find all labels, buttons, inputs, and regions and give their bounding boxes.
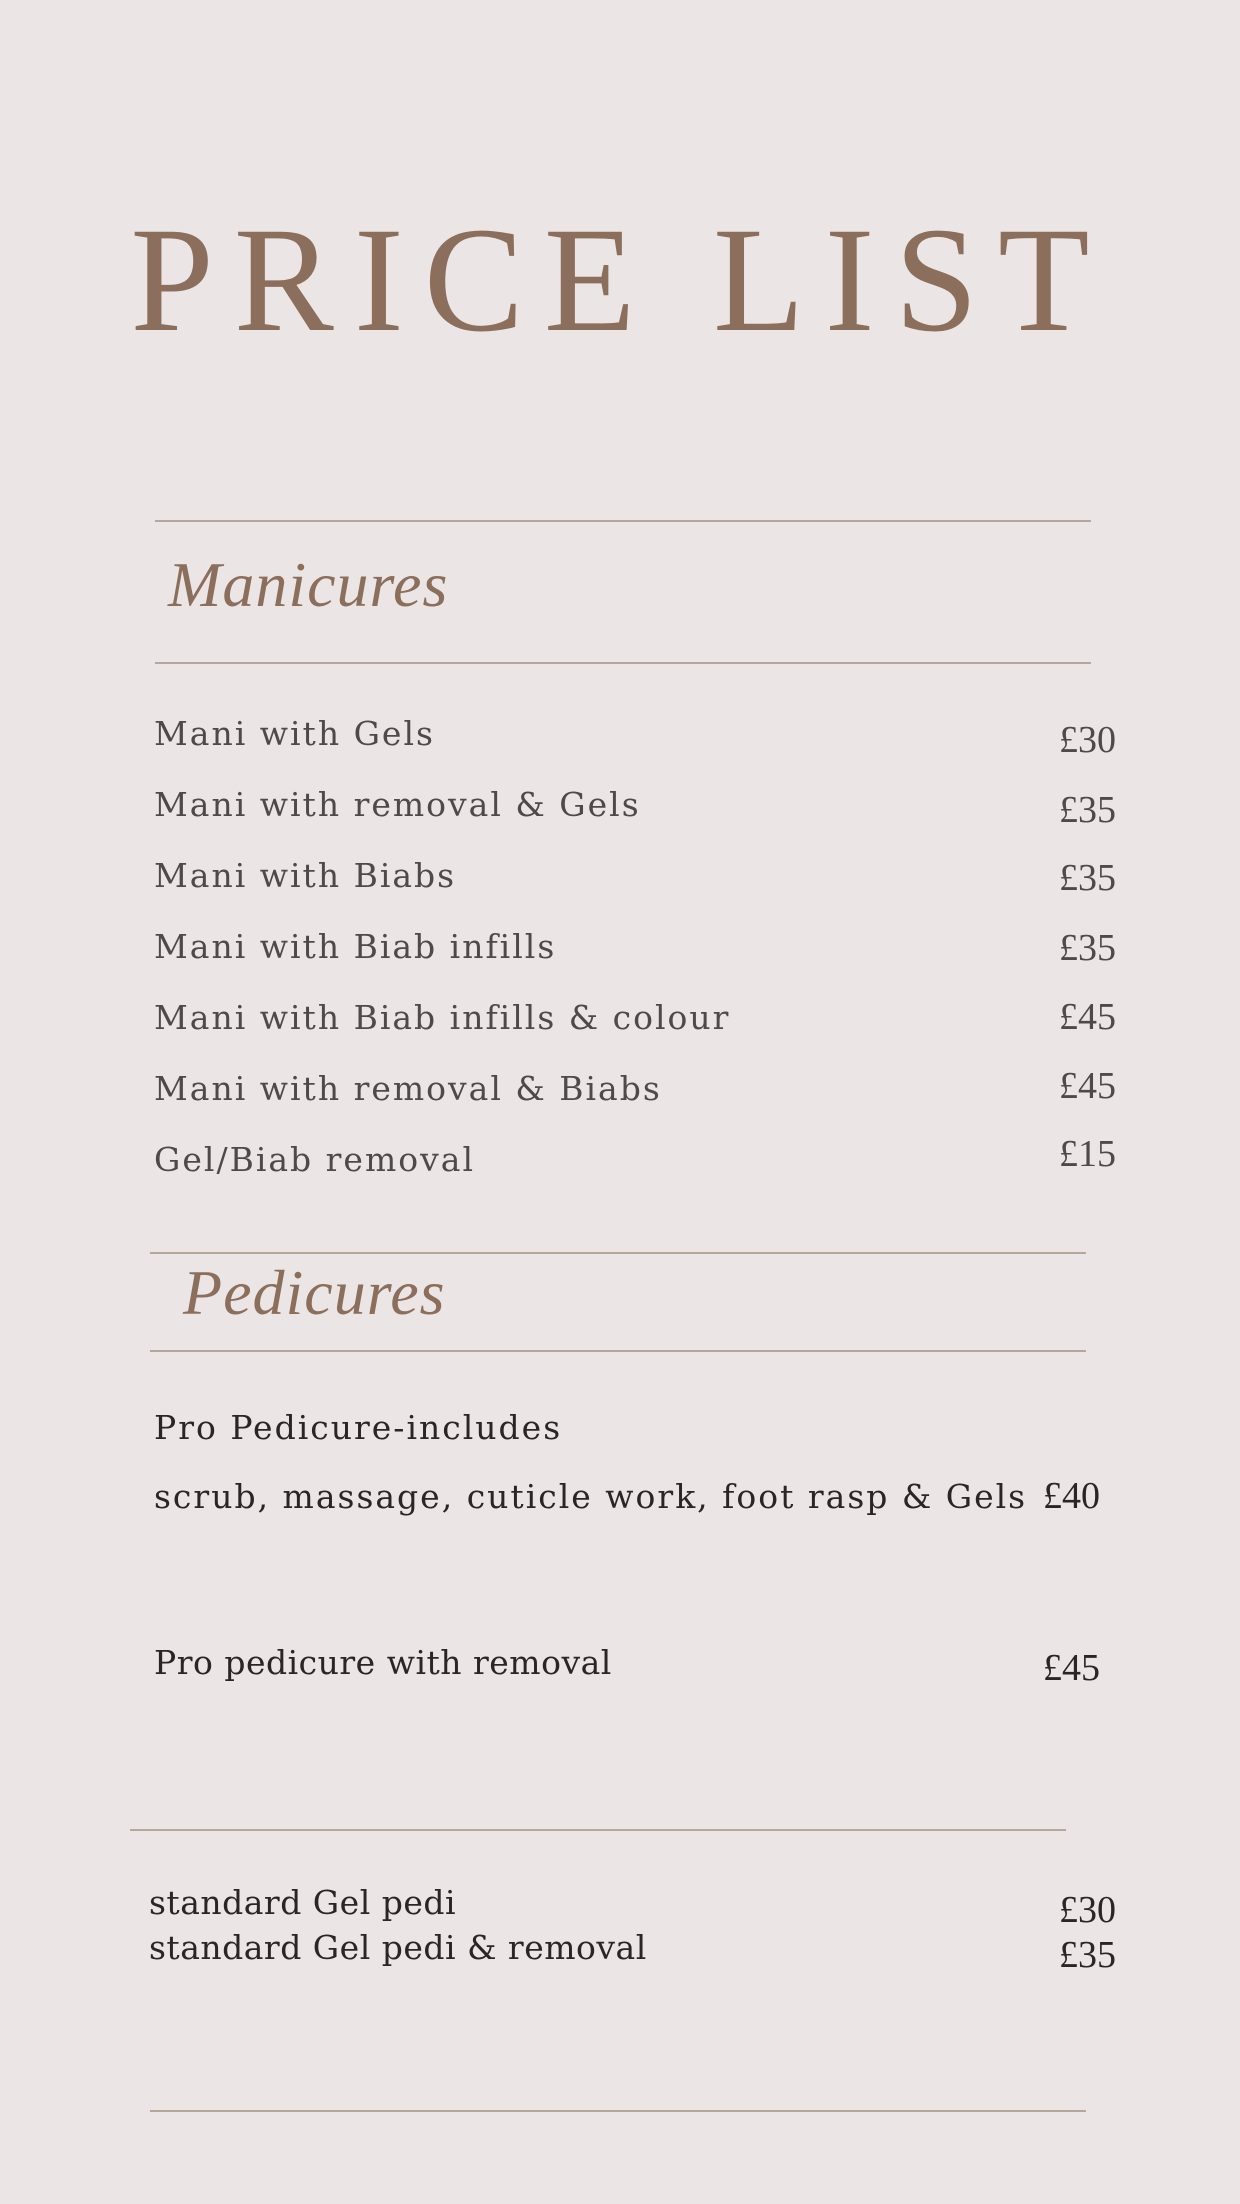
- service-name: standard Gel pedi: [149, 1883, 457, 1922]
- service-name: Mani with Biab infills: [154, 927, 557, 966]
- page-title: PRICE LIST: [130, 197, 1110, 363]
- divider: [130, 1829, 1066, 1831]
- service-price: £30: [1059, 1889, 1116, 1931]
- service-name: standard Gel pedi & removal: [149, 1928, 647, 1967]
- service-description: scrub, massage, cuticle work, foot rasp & Gels: [154, 1477, 1028, 1516]
- divider: [155, 520, 1091, 522]
- divider: [150, 1252, 1086, 1254]
- service-price: £35: [1059, 927, 1116, 969]
- service-name: Mani with removal & Biabs: [154, 1069, 662, 1108]
- service-price: £45: [1059, 996, 1116, 1038]
- service-name: Mani with removal & Gels: [154, 785, 641, 824]
- service-price: £45: [1043, 1647, 1100, 1689]
- service-description: Pro Pedicure-includes: [154, 1408, 563, 1447]
- service-name: Mani with Biab infills & colour: [154, 998, 731, 1037]
- service-price: £45: [1059, 1065, 1116, 1107]
- service-name: Mani with Biabs: [154, 856, 457, 895]
- service-price: £15: [1059, 1133, 1116, 1175]
- service-name: Pro pedicure with removal: [154, 1643, 612, 1682]
- service-price: £35: [1059, 1934, 1116, 1976]
- divider: [150, 1350, 1086, 1352]
- service-price: £35: [1059, 857, 1116, 899]
- service-price: £40: [1043, 1475, 1100, 1517]
- service-price: £35: [1059, 789, 1116, 831]
- service-price: £30: [1059, 719, 1116, 761]
- pedicures-heading: Pedicures: [183, 1257, 446, 1328]
- manicures-heading: Manicures: [168, 549, 449, 620]
- service-name: Mani with Gels: [154, 714, 435, 753]
- divider: [150, 2110, 1086, 2112]
- divider: [155, 662, 1091, 664]
- service-name: Gel/Biab removal: [154, 1140, 475, 1179]
